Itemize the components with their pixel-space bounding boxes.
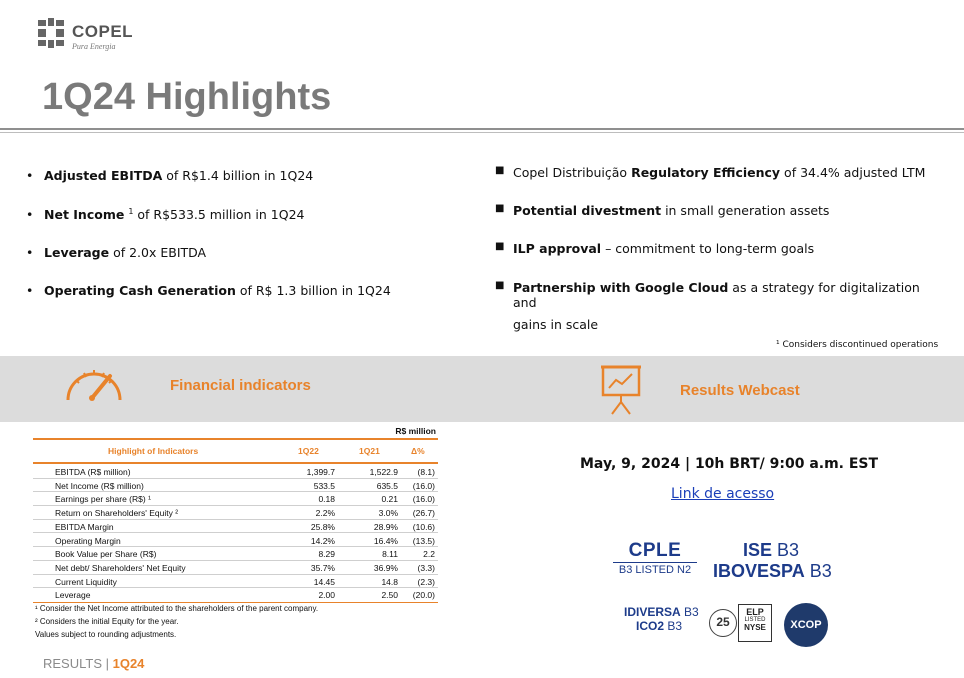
right-bullet-1 — [495, 165, 926, 180]
table-cell-delta: (16.0) — [412, 494, 435, 505]
presentation-chart-icon — [600, 364, 642, 420]
left-bullet-2 — [26, 207, 305, 223]
table-cell-label: Operating Margin — [55, 535, 121, 546]
table-cell-delta: (3.3) — [417, 562, 435, 573]
badge-idiv-b3: B3 — [684, 605, 699, 619]
bullet-square-icon: ■ — [495, 241, 505, 252]
footer-quarter: 1Q24 — [112, 656, 145, 671]
anniversary-badge: 25 — [709, 609, 737, 637]
table-cell-label: Earnings per share (R$) ¹ — [55, 494, 151, 505]
bullet-text-cont: gains in scale — [513, 317, 599, 332]
gauge-icon — [64, 364, 124, 408]
table-cell-delta: (13.5) — [412, 535, 435, 546]
table-cell-label: EBITDA (R$ million) — [55, 467, 131, 477]
table-cell-1q22: 25.8% — [310, 521, 335, 532]
footnote-right: ¹ Considers discontinued operations — [776, 340, 939, 350]
table-note-2: ² Considers the initial Equity for the year. — [35, 617, 179, 626]
table-note-1: ¹ Consider the Net Income attributed to the shareholders of the parent company. — [35, 604, 319, 613]
table-row — [33, 588, 438, 602]
copel-logo — [36, 18, 66, 48]
bullet-text: of 2.0x EBITDA — [109, 245, 207, 260]
badge-elp-listed: LISTED — [744, 617, 766, 623]
badge-nyse: NYSE — [744, 623, 766, 632]
table-cell-1q22: 533.5 — [313, 480, 335, 491]
badge-idiversa: IDIVERSA — [624, 605, 681, 619]
bullet-text: – commitment to long-term goals — [601, 241, 815, 256]
table-cell-label: Net debt/ Shareholders' Net Equity — [55, 562, 186, 573]
bullet-square-icon: ■ — [495, 203, 505, 214]
bullet-bold: Partnership with Google Cloud — [513, 280, 729, 295]
title-divider — [0, 128, 964, 130]
table-cell-1q22: 35.7% — [310, 562, 335, 573]
bullet-dot-icon: • — [26, 168, 34, 183]
badge-ibov-b3: B3 — [809, 561, 832, 581]
table-row — [33, 520, 438, 534]
table-header-1q21: 1Q21 — [359, 446, 380, 456]
copel-logo-icon — [36, 18, 66, 48]
badge-elp: ELP — [746, 607, 764, 617]
section-band — [0, 356, 964, 422]
badge-ise-b3: B3 — [777, 540, 800, 560]
bullet-bold: Potential divestment — [513, 203, 662, 218]
badge-cple: CPLE — [628, 540, 682, 561]
table-cell-1q21: 36.9% — [373, 562, 398, 573]
table-cell-label: Book Value per Share (R$) — [55, 549, 157, 560]
bullet-pre: Copel Distribuição — [513, 165, 632, 180]
bullet-square-icon: ■ — [495, 280, 505, 291]
table-cell-1q22: 1,399.7 — [306, 467, 335, 477]
bullet-text: of R$1.4 billion in 1Q24 — [162, 168, 314, 183]
table-cell-1q22: 2.2% — [315, 508, 335, 519]
table-cell-label: Return on Shareholders' Equity ² — [55, 508, 179, 519]
table-cell-1q21: 14.8 — [381, 576, 398, 587]
table-cell-1q22: 8.29 — [318, 549, 335, 560]
bullet-bold: Regulatory Efficiency — [631, 165, 781, 180]
table-bottom-rule — [33, 602, 438, 603]
table-cell-1q21: 3.0% — [378, 508, 398, 519]
table-cell-label: Net Income (R$ million) — [55, 480, 144, 491]
table-cell-1q21: 2.50 — [381, 590, 398, 601]
table-header-1q22: 1Q22 — [298, 446, 319, 456]
bullet-text: of 34.4% adjusted LTM — [780, 165, 926, 180]
table-row — [33, 506, 438, 520]
table-row — [33, 479, 438, 493]
bullet-square-icon: ■ — [495, 165, 505, 176]
badge-ise: ISE — [743, 540, 773, 560]
table-cell-label: Leverage — [55, 590, 91, 601]
table-cell-1q22: 0.18 — [318, 494, 335, 505]
badge-xcop: XCOP — [790, 619, 822, 631]
table-cell-delta: (8.1) — [417, 467, 435, 477]
indicators-table — [33, 424, 438, 649]
results-webcast-title: Results Webcast — [680, 382, 800, 399]
right-bullet-4 — [495, 280, 923, 332]
bullet-text: of R$ 1.3 billion in 1Q24 — [235, 283, 391, 298]
table-cell-1q21: 28.9% — [373, 521, 398, 532]
xcop-badge — [784, 603, 828, 647]
table-note-3: Values subject to rounding adjustments. — [35, 630, 177, 639]
bullet-bold: Net Income — [44, 207, 125, 223]
table-cell-delta: (20.0) — [412, 590, 435, 601]
table-top-rule — [33, 438, 438, 440]
bullet-bold: Operating Cash Generation — [44, 283, 236, 298]
left-bullet-1 — [26, 168, 314, 183]
table-row — [33, 575, 438, 589]
footnote-marker: 1 — [128, 207, 134, 216]
bullet-dot-icon: • — [26, 207, 34, 222]
right-bullet-3 — [495, 241, 815, 256]
webcast-date: May, 9, 2024 | 10h BRT/ 9:00 a.m. EST — [580, 456, 879, 472]
footer-results — [43, 656, 144, 671]
left-bullet-4 — [26, 283, 391, 298]
table-header-indicator: Highlight of Indicators — [108, 446, 199, 456]
bullet-text: as a strategy for digitalization and — [513, 280, 920, 310]
table-cell-delta: (16.0) — [412, 480, 435, 491]
bullet-bold: Adjusted EBITDA — [44, 168, 163, 183]
table-cell-1q21: 0.21 — [381, 494, 398, 505]
right-bullet-2 — [495, 203, 830, 218]
table-cell-1q21: 1,522.9 — [369, 467, 398, 477]
left-bullet-3 — [26, 245, 207, 260]
badge-ico2-b3: B3 — [667, 619, 683, 633]
badge-ibovespa: IBOVESPA — [713, 561, 805, 581]
webcast-access-link[interactable]: Link de acesso — [671, 486, 775, 502]
bullet-text: of R$533.5 million in 1Q24 — [133, 207, 305, 223]
table-unit: R$ million — [395, 426, 436, 436]
bullet-bold: Leverage — [44, 245, 110, 260]
table-row — [33, 534, 438, 548]
elp-nyse-badge — [738, 604, 772, 642]
financial-indicators-title: Financial indicators — [170, 377, 311, 394]
table-cell-delta: (26.7) — [412, 508, 435, 519]
table-header-delta: Δ% — [411, 446, 425, 456]
table-header-rule — [33, 462, 438, 464]
idiversa-ico2-badge — [624, 605, 699, 633]
table-cell-1q22: 2.00 — [318, 590, 335, 601]
bullet-dot-icon: • — [26, 245, 34, 260]
bullet-text: in small generation assets — [661, 203, 830, 218]
table-cell-delta: 2.2 — [423, 549, 435, 560]
ise-ibovespa-badge — [713, 540, 832, 582]
table-cell-delta: (2.3) — [417, 576, 435, 587]
table-cell-label: EBITDA Margin — [55, 521, 114, 532]
table-cell-1q22: 14.2% — [310, 535, 335, 546]
table-cell-1q22: 14.45 — [313, 576, 335, 587]
table-cell-1q21: 635.5 — [376, 480, 398, 491]
table-cell-1q21: 8.11 — [382, 549, 398, 560]
table-cell-1q21: 16.4% — [373, 535, 398, 546]
logo-tagline: Pura Energia — [72, 42, 116, 51]
cple-listed-badge — [613, 540, 697, 576]
table-row — [33, 547, 438, 561]
badge-listed: B3 LISTED N2 — [613, 562, 697, 576]
table-cell-delta: (10.6) — [412, 521, 435, 532]
bullet-dot-icon: • — [26, 283, 34, 298]
page-title: 1Q24 Highlights — [42, 76, 332, 118]
bullet-bold: ILP approval — [513, 241, 602, 256]
title-divider-thin — [0, 132, 964, 133]
badge-ico2: ICO2 — [636, 619, 665, 633]
footer-results-label: RESULTS | — [43, 656, 113, 671]
table-cell-label: Current Liquidity — [55, 576, 117, 587]
table-row — [33, 465, 438, 479]
logo-name: COPEL — [72, 22, 134, 41]
table-row — [33, 561, 438, 575]
table-row — [33, 492, 438, 506]
